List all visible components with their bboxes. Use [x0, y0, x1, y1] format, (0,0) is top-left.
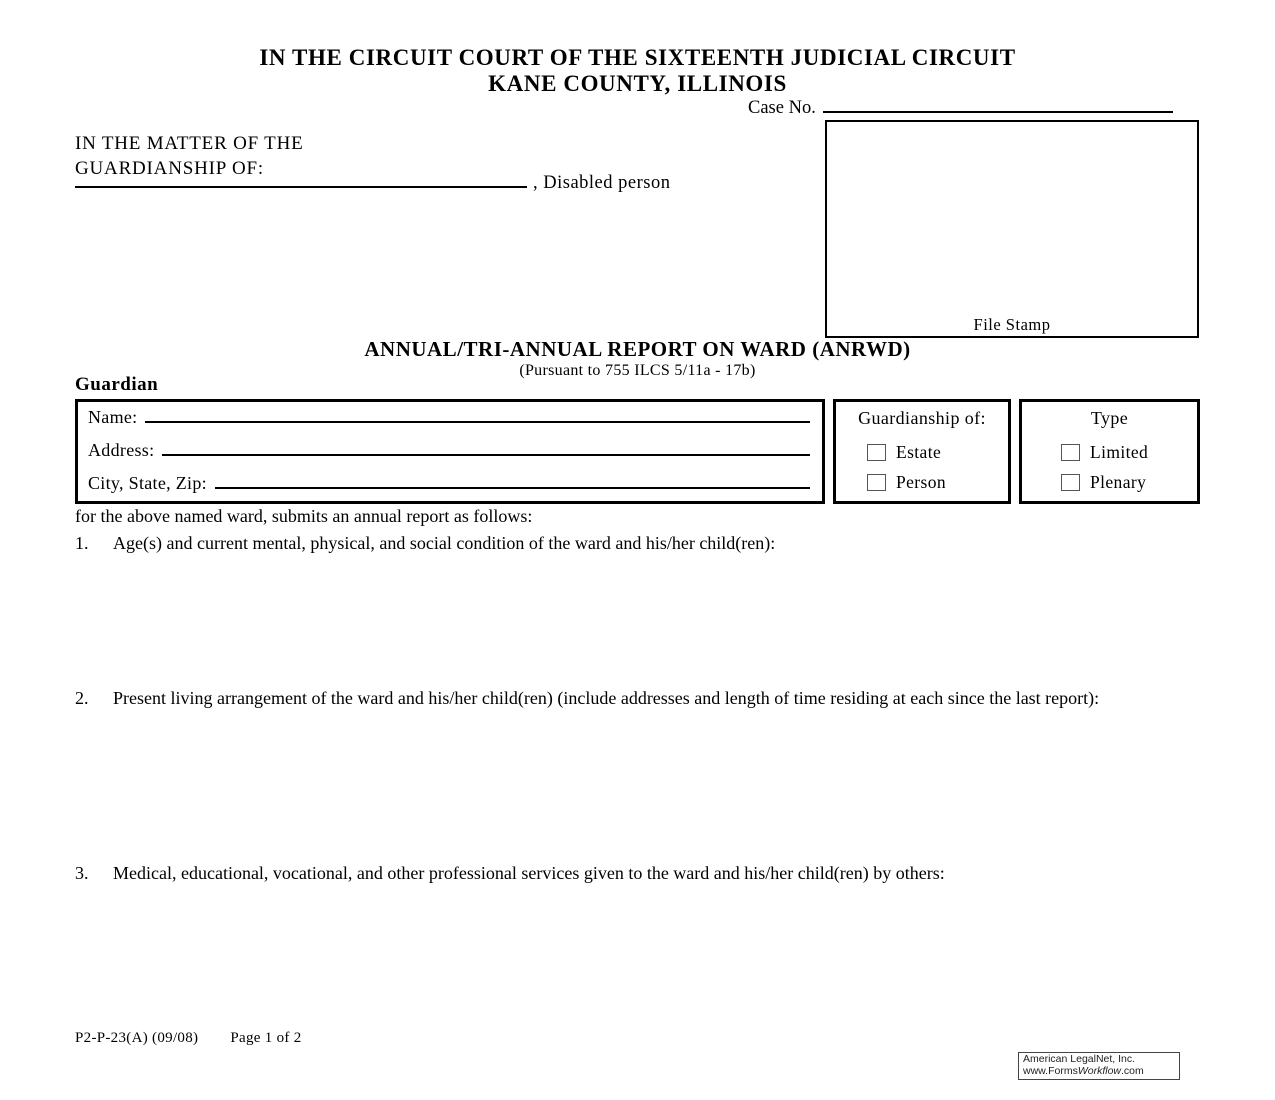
guardian-city-state-zip-label: City, State, Zip:: [88, 473, 207, 493]
matter-line2: GUARDIANSHIP OF:: [75, 158, 264, 179]
form-number: P2-P-23(A) (09/08): [75, 1030, 199, 1046]
estate-checkbox[interactable]: [867, 444, 886, 461]
ward-name-row: [75, 172, 670, 194]
person-checkbox[interactable]: [867, 474, 886, 491]
file-stamp-box: [825, 120, 1199, 338]
item-1-text: Age(s) and current mental, physical, and social condition of the ward and his/her child(ren):: [113, 533, 776, 553]
ward-name-input-line[interactable]: [75, 172, 527, 188]
guardian-name-row: [88, 407, 810, 428]
case-number-row: [748, 97, 1173, 119]
form-subtitle: (Pursuant to 755 ILCS 5/11a - 17b): [519, 362, 756, 379]
limited-label: Limited: [1090, 442, 1149, 462]
item-2-number: 2.: [75, 688, 89, 708]
court-title-line2: KANE COUNTY, ILLINOIS: [488, 71, 787, 96]
court-title-line1: IN THE CIRCUIT COURT OF THE SIXTEENTH JUDICIAL CIRCUIT: [259, 45, 1016, 70]
estate-label: Estate: [896, 442, 942, 462]
guardian-name-input-line[interactable]: [145, 417, 810, 423]
guardianship-of-box: [833, 399, 1011, 504]
file-stamp-label: File Stamp: [973, 315, 1051, 334]
footer-row: [75, 1030, 302, 1047]
guardianship-of-heading: Guardianship of:: [858, 408, 986, 428]
case-number-input-line[interactable]: [823, 97, 1173, 113]
report-intro-text: for the above named ward, submits an annual report as follows:: [75, 506, 533, 526]
item-3-text: Medical, educational, vocational, and other professional services given to the ward and his/her child(ren) by others:: [113, 863, 945, 883]
type-box: [1019, 399, 1200, 504]
guardian-info-box: [75, 399, 825, 504]
estate-option-row: [867, 442, 1008, 463]
guardian-name-label: Name:: [88, 407, 138, 427]
legalnet-line2: www.FormsWorkflow.com: [1023, 1064, 1144, 1077]
type-heading: Type: [1090, 408, 1129, 428]
guardian-city-state-zip-row: [88, 473, 810, 494]
limited-checkbox[interactable]: [1061, 444, 1080, 461]
legalnet-attribution-box: [1018, 1052, 1180, 1080]
plenary-checkbox[interactable]: [1061, 474, 1080, 491]
matter-line1: IN THE MATTER OF THE: [75, 133, 304, 154]
item-2-text: Present living arrangement of the ward and his/her child(ren) (include addresses and length of time residing at each since the last report):: [113, 688, 1100, 708]
report-item-2: [75, 686, 1190, 710]
item-1-number: 1.: [75, 533, 89, 553]
item-3-answer-area[interactable]: [75, 892, 1200, 1022]
guardian-address-label: Address:: [88, 440, 155, 460]
person-option-row: [867, 472, 1008, 493]
case-number-label: Case No.: [748, 98, 816, 118]
report-item-1: [75, 531, 1190, 555]
page-number: Page 1 of 2: [230, 1030, 302, 1046]
guardian-section-heading: Guardian: [75, 374, 159, 395]
plenary-option-row: [1061, 472, 1197, 493]
disabled-person-label: , Disabled person: [533, 173, 671, 193]
item-3-number: 3.: [75, 863, 89, 883]
item-1-answer-area[interactable]: [75, 562, 1200, 680]
item-2-answer-area[interactable]: [75, 740, 1200, 855]
form-title: ANNUAL/TRI-ANNUAL REPORT ON WARD (ANRWD): [364, 337, 911, 361]
guardian-address-row: [88, 440, 810, 461]
limited-option-row: [1061, 442, 1197, 463]
report-item-3: [75, 861, 1190, 885]
guardian-city-state-zip-input-line[interactable]: [215, 483, 810, 489]
guardian-address-input-line[interactable]: [162, 450, 810, 456]
person-label: Person: [896, 472, 947, 492]
legalnet-line1: American LegalNet, Inc.: [1023, 1053, 1136, 1065]
plenary-label: Plenary: [1090, 472, 1147, 492]
